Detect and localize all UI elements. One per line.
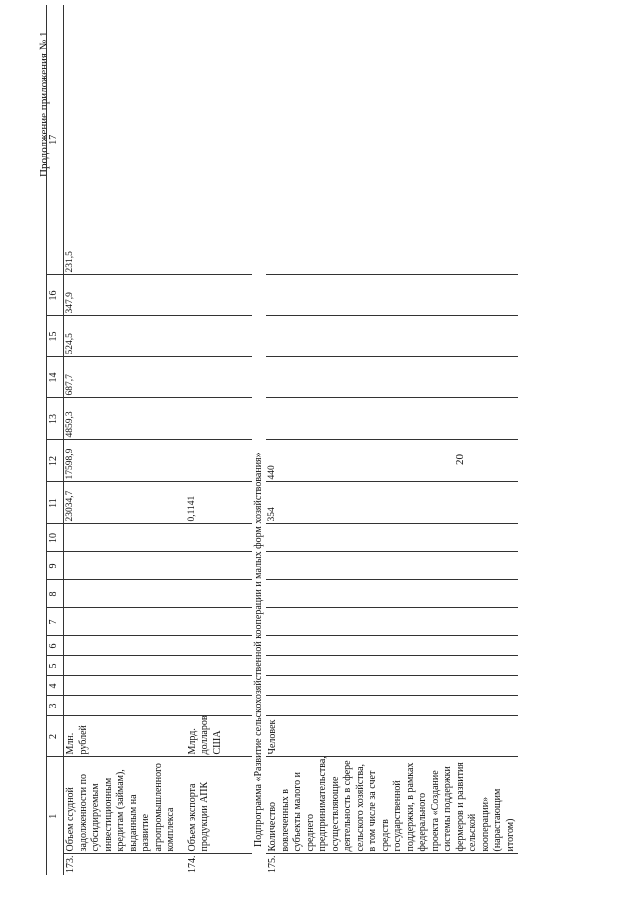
value-cell-8 [64,580,186,608]
value-cell-5 [186,656,252,676]
value-cell-10 [186,524,252,552]
indicators-table [46,5,518,875]
subprogram-heading: Подпрограмма «Развитие сельскохозяйственной кооперации и малых форм хозяйствования» [252,452,264,847]
header-cell-8: 8 [47,580,64,608]
value-cell-6 [186,636,252,656]
value-cell-9 [64,552,186,580]
value-cell-5 [266,656,518,676]
header-cell-16: 16 [47,275,64,316]
value-cell-7 [186,608,252,636]
value-cell-5 [64,656,186,676]
subprogram-row [252,5,267,875]
indicator-name: Объем экспорта продукции АПК [186,757,252,854]
value-cell-14 [266,357,518,398]
value-cell-12: 440 [266,440,518,482]
value-cell-6 [266,636,518,656]
header-row [47,5,64,875]
value-cell-4 [64,676,186,696]
value-cell-16 [266,275,518,316]
row-number: 174. [186,855,198,873]
header-cell-12: 12 [47,440,64,482]
value-cell-3 [186,696,252,716]
table-row [266,5,518,875]
row-number: 173. [65,855,76,873]
header-cell-2: 2 [47,716,64,757]
value-cell-13: 4859,3 [64,398,186,440]
value-cell-14 [186,357,252,398]
value-cell-16 [186,275,252,316]
indicator-name: Объем ссудной задолженности по субсидируемым инвестиционным кредитам (займам), выданным на развитие агропромышленного комплекса [64,757,186,854]
value-cell-15: 524,5 [64,316,186,357]
unit-cell: Человек [266,716,518,757]
value-cell-17 [266,5,518,275]
header-cell-1: 1 [47,757,64,875]
header-cell-13: 13 [47,398,64,440]
header-cell-15: 15 [47,316,64,357]
value-cell-10 [64,524,186,552]
value-cell-8 [186,580,252,608]
value-cell-13 [266,398,518,440]
value-cell-16: 347,9 [64,275,186,316]
value-cell-3 [266,696,518,716]
value-cell-12: 17598,9 [64,440,186,482]
value-cell-4 [186,676,252,696]
header-cell-9: 9 [47,552,64,580]
value-cell-9 [266,552,518,580]
value-cell-15 [186,316,252,357]
value-cell-8 [266,580,518,608]
value-cell-9 [186,552,252,580]
header-cell-11: 11 [47,482,64,524]
value-cell-7 [266,608,518,636]
header-cell-3: 3 [47,696,64,716]
value-cell-11: 0,1141 [186,482,252,524]
value-cell-13 [186,398,252,440]
value-cell-11: 23034,7 [64,482,186,524]
value-cell-17: 231,5 [64,5,186,275]
page-number: 20 [454,454,466,465]
value-cell-7 [64,608,186,636]
value-cell-15 [266,316,518,357]
header-cell-4: 4 [47,676,64,696]
unit-cell: Млн. рублей [64,716,186,757]
value-cell-14: 687,7 [64,357,186,398]
value-cell-6 [64,636,186,656]
value-cell-3 [64,696,186,716]
row-number: 175. [267,855,278,873]
value-cell-11: 354 [266,482,518,524]
value-cell-4 [266,676,518,696]
value-cell-10 [266,524,518,552]
header-cell-10: 10 [47,524,64,552]
header-cell-17: 17 [47,5,64,275]
value-cell-12 [186,440,252,482]
value-cell-17 [186,5,252,275]
indicator-name: Количество вовлеченных в субъекты малого и среднего предпринимательства, осуществляющие деятельность в сфере сельского хозяйства, в том числе за счет средств государственной поддержки, в рамках федерального проекта «Создание системы поддержки фермеров и развития сельской кооперации» (нарастающим итогом) [266,757,518,854]
unit-cell: Млрд. долларов США [186,716,252,757]
continuation-label: Продолжение приложения № 1 [38,31,50,177]
header-cell-7: 7 [47,608,64,636]
header-cell-6: 6 [47,636,64,656]
table-row [186,5,252,875]
table-row [64,5,186,875]
header-cell-14: 14 [47,357,64,398]
header-cell-5: 5 [47,656,64,676]
